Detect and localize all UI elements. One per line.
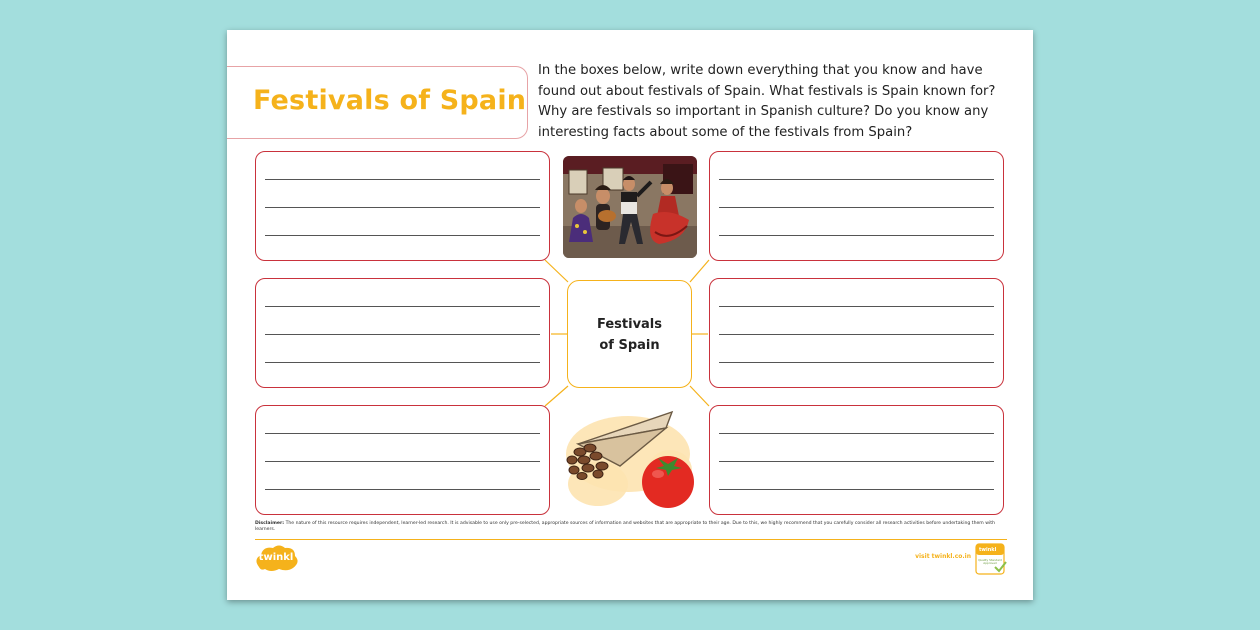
writing-box-left-2[interactable] xyxy=(255,278,550,388)
writing-line xyxy=(719,433,994,434)
writing-line xyxy=(719,235,994,236)
writing-line xyxy=(265,461,540,462)
badge-subtitle: Quality Standard Approved xyxy=(978,558,1002,566)
writing-line xyxy=(719,179,994,180)
writing-box-right-1[interactable] xyxy=(709,151,1004,261)
logo-text: twinkl xyxy=(258,552,294,563)
writing-line xyxy=(265,433,540,434)
quality-badge xyxy=(975,543,1007,576)
writing-line xyxy=(265,489,540,490)
writing-line xyxy=(265,306,540,307)
center-topic-box xyxy=(567,280,692,388)
writing-line xyxy=(719,334,994,335)
writing-line xyxy=(265,235,540,236)
writing-box-left-1[interactable] xyxy=(255,151,550,261)
visit-link[interactable]: visit twinkl.co.in xyxy=(915,553,971,560)
writing-box-left-3[interactable] xyxy=(255,405,550,515)
twinkl-logo xyxy=(253,545,299,573)
roasted-chestnuts-and-tomato-illustration xyxy=(558,404,700,520)
center-topic-line-1: Festivals xyxy=(596,317,663,332)
footer-divider xyxy=(255,539,1007,540)
writing-box-right-2[interactable] xyxy=(709,278,1004,388)
writing-line xyxy=(719,362,994,363)
writing-line xyxy=(719,489,994,490)
writing-line xyxy=(719,306,994,307)
center-topic-label xyxy=(568,314,691,356)
writing-box-right-3[interactable] xyxy=(709,405,1004,515)
writing-line xyxy=(265,334,540,335)
writing-line xyxy=(265,207,540,208)
flamenco-dancers-illustration xyxy=(563,156,697,258)
writing-line xyxy=(719,207,994,208)
worksheet-page xyxy=(227,30,1033,600)
disclaimer-label: Disclaimer: xyxy=(255,521,285,526)
disclaimer-text xyxy=(255,521,1009,533)
badge-title: twinkl xyxy=(979,547,997,553)
writing-line xyxy=(265,362,540,363)
disclaimer-body: The nature of this resource requires independent, learner-led research. It is advisable to use only pre-selected, appropriate sources of information and websites that are appropriate to their age. Due to this, we highly recommend that you carefully consider all research activities before undertaking them with learners. xyxy=(255,521,995,532)
center-topic-line-2: of Spain xyxy=(599,338,660,353)
page-title: Festivals of Spain xyxy=(253,85,527,116)
instructions-text: In the boxes below, write down everything that you know and have found out about festivals of Spain. What festivals is Spain known for? Why are festivals so important in Spanish culture? Do you know any interesting facts about some of the festivals from Spain? xyxy=(538,63,996,140)
title-box xyxy=(227,66,528,139)
writing-line xyxy=(265,179,540,180)
writing-line xyxy=(719,461,994,462)
